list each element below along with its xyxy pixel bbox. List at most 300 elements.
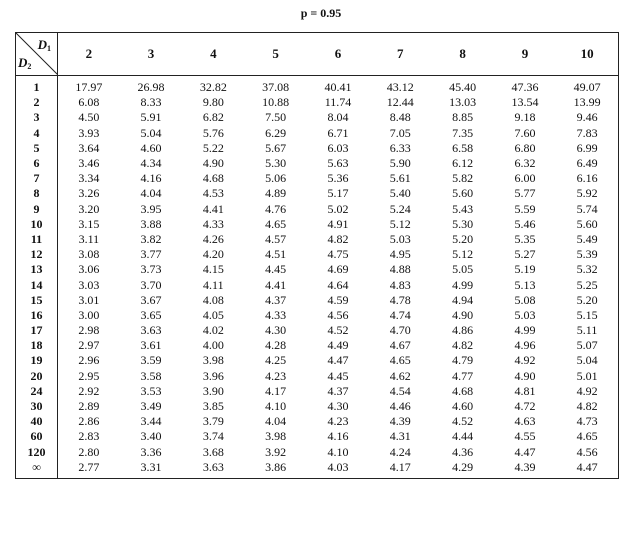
table-cell: 4.50	[78, 110, 100, 125]
table-row	[16, 369, 619, 384]
table-cell: 5.77	[514, 186, 536, 201]
table-cell: 13.03	[449, 95, 477, 110]
table-row	[16, 384, 619, 399]
table-cell: 4.60	[452, 399, 474, 414]
table-cell: 3.73	[140, 262, 162, 277]
table-cell: 8.48	[389, 110, 411, 125]
table-cell: 4.79	[452, 353, 474, 368]
table-cell: 4.41	[202, 201, 224, 216]
critical-value-table	[15, 32, 619, 479]
table-cell: 4.25	[265, 353, 287, 368]
table-row	[16, 171, 619, 186]
table-row	[16, 126, 619, 141]
table-body	[16, 76, 619, 479]
table-cell: 4.41	[265, 277, 287, 292]
table-row	[16, 217, 619, 232]
table-cell: 5.03	[514, 307, 536, 322]
column-variable-label: $D_1$	[37, 37, 51, 53]
table-cell: 8.85	[452, 110, 474, 125]
table-cell: 4.72	[514, 399, 536, 414]
row-header: 13	[16, 262, 58, 277]
table-cell: 13.54	[511, 95, 539, 110]
table-cell: 4.31	[389, 429, 411, 444]
table-cell: 4.86	[452, 323, 474, 338]
table-cell: 4.39	[494, 460, 556, 479]
table-cell: 6.99	[556, 141, 618, 156]
table-cell: 3.26	[78, 186, 100, 201]
table-cell: 3.70	[140, 277, 162, 292]
table-cell: 3.82	[140, 231, 162, 246]
table-cell: 5.22	[202, 140, 224, 155]
table-cell: 5.03	[389, 231, 411, 246]
table-cell: 3.63	[140, 323, 162, 338]
table-cell: 4.81	[514, 383, 536, 398]
table-cell: 3.63	[182, 460, 244, 479]
table-cell: 6.29	[265, 125, 287, 140]
table-cell: 2.92	[78, 383, 100, 398]
table-cell: 5.82	[452, 171, 474, 186]
table-cell: 3.15	[78, 216, 100, 231]
table-cell: 12.44	[386, 95, 414, 110]
table-cell: 8.04	[327, 110, 349, 125]
table-cell: 3.68	[202, 444, 224, 459]
table-cell: 4.56	[556, 445, 618, 460]
table-cell: 4.11	[203, 277, 224, 292]
table-cell: 5.60	[556, 217, 618, 232]
row-header: 7	[16, 171, 58, 186]
table-row	[16, 414, 619, 429]
table-cell: 2.86	[78, 414, 100, 429]
table-cell: 7.60	[514, 125, 536, 140]
table-cell: 5.15	[556, 308, 618, 323]
row-header: 16	[16, 308, 58, 323]
table-cell: 4.99	[514, 323, 536, 338]
table-row	[16, 277, 619, 292]
table-row	[16, 338, 619, 353]
table-cell: 4.30	[327, 399, 349, 414]
table-cell: 5.17	[327, 186, 349, 201]
row-variable-label: $D_2$	[18, 55, 32, 71]
table-cell: 4.04	[265, 414, 287, 429]
table-row	[16, 262, 619, 277]
table-cell: 5.63	[327, 156, 349, 171]
table-cell: 4.20	[202, 247, 224, 262]
table-cell: 6.33	[389, 140, 411, 155]
table-cell: 4.44	[452, 429, 474, 444]
table-cell: 3.11	[78, 231, 100, 246]
table-cell: 4.39	[389, 414, 411, 429]
table-cell: 5.13	[514, 277, 536, 292]
table-cell: 4.88	[389, 262, 411, 277]
table-cell: 3.98	[202, 353, 224, 368]
row-header: 4	[16, 126, 58, 141]
table-row	[16, 308, 619, 323]
table-cell: 5.12	[389, 216, 411, 231]
table-cell: 4.47	[556, 460, 618, 479]
table-cell: 32.82	[199, 80, 227, 95]
table-cell: 4.49	[327, 338, 349, 353]
table-cell: 3.46	[78, 156, 100, 171]
table-cell: 4.90	[202, 156, 224, 171]
table-cell: 4.16	[327, 429, 349, 444]
table-cell: 4.65	[556, 429, 618, 444]
table-row	[16, 186, 619, 201]
table-cell: 3.92	[265, 444, 287, 459]
table-cell: 5.27	[514, 247, 536, 262]
table-cell: 3.98	[265, 429, 287, 444]
table-cell: 5.90	[389, 156, 411, 171]
table-cell: 4.92	[556, 384, 618, 399]
table-cell: 4.52	[452, 414, 474, 429]
table-cell: 5.11	[556, 323, 618, 338]
table-cell: 4.24	[389, 444, 411, 459]
row-header: 20	[16, 369, 58, 384]
table-cell: 4.69	[327, 262, 349, 277]
table-cell: 40.41	[324, 80, 352, 95]
table-cell: 4.29	[431, 460, 493, 479]
table-cell: 9.80	[202, 95, 224, 110]
column-header: 8	[431, 33, 493, 76]
table-cell: 5.20	[452, 231, 474, 246]
column-header: 10	[556, 33, 618, 76]
table-cell: 5.36	[327, 171, 349, 186]
row-header: 40	[16, 414, 58, 429]
table-cell: 4.70	[389, 323, 411, 338]
table-cell: 45.40	[449, 80, 477, 95]
table-cell: 4.28	[265, 338, 287, 353]
row-header: 14	[16, 277, 58, 292]
table-cell: 5.32	[556, 262, 618, 277]
table-cell: 4.08	[202, 292, 224, 307]
table-cell: 4.30	[265, 323, 287, 338]
table-cell: 4.05	[202, 307, 224, 322]
table-cell: 4.59	[327, 292, 349, 307]
table-cell: 4.64	[327, 277, 349, 292]
table-cell: 3.77	[140, 247, 162, 262]
table-cell: 4.91	[327, 216, 349, 231]
table-cell: 4.90	[514, 368, 536, 383]
table-cell: 6.16	[556, 171, 618, 186]
table-cell: 3.79	[202, 414, 224, 429]
table-cell: 3.06	[78, 262, 100, 277]
row-header: 5	[16, 141, 58, 156]
table-cell: 4.83	[389, 277, 411, 292]
table-cell: 3.20	[78, 201, 100, 216]
table-cell: 4.10	[265, 399, 287, 414]
table-cell: 4.82	[556, 399, 618, 414]
table-cell: 5.67	[265, 140, 287, 155]
table-row	[16, 76, 619, 96]
table-cell: 3.58	[140, 368, 162, 383]
table-cell: 4.51	[265, 247, 287, 262]
table-cell: 4.02	[202, 323, 224, 338]
table-row	[16, 247, 619, 262]
table-cell: 47.36	[511, 80, 539, 95]
table-cell: 5.74	[556, 202, 618, 217]
table-cell: 4.36	[452, 444, 474, 459]
table-cell: 9.46	[556, 110, 618, 125]
table-cell: 4.56	[327, 307, 349, 322]
table-cell: 5.30	[452, 216, 474, 231]
row-header: 1	[16, 76, 58, 96]
table-cell: 5.08	[514, 292, 536, 307]
table-cell: 4.04	[140, 186, 162, 201]
table-cell: 4.82	[452, 338, 474, 353]
column-header: 4	[182, 33, 244, 76]
table-cell: 5.24	[389, 201, 411, 216]
table-cell: 4.99	[452, 277, 474, 292]
table-cell: 3.64	[78, 140, 100, 155]
table-cell: 4.37	[265, 292, 287, 307]
table-cell: 4.95	[389, 247, 411, 262]
table-cell: 6.71	[327, 125, 349, 140]
table-cell: 3.34	[78, 171, 100, 186]
table-cell: 2.89	[78, 399, 100, 414]
row-header: 6	[16, 156, 58, 171]
table-cell: 5.92	[556, 186, 618, 201]
table-cell: 4.82	[327, 231, 349, 246]
table-cell: 5.40	[389, 186, 411, 201]
table-cell: 6.58	[452, 140, 474, 155]
table-cell: 3.44	[140, 414, 162, 429]
table-cell: 5.35	[514, 231, 536, 246]
table-cell: 3.53	[140, 383, 162, 398]
table-cell: 5.59	[514, 201, 536, 216]
table-title: p = 0.95	[300, 6, 342, 20]
table-cell: 2.83	[78, 429, 100, 444]
table-cell: 4.78	[389, 292, 411, 307]
row-header: 12	[16, 247, 58, 262]
table-cell: 5.76	[202, 125, 224, 140]
table-cell: 3.86	[244, 460, 306, 479]
table-cell: 4.68	[452, 383, 474, 398]
table-cell: 4.26	[202, 231, 224, 246]
table-cell: 4.15	[202, 262, 224, 277]
table-cell: 49.07	[556, 76, 618, 96]
table-cell: 4.67	[389, 338, 411, 353]
table-cell: 6.03	[327, 140, 349, 155]
table-cell: 4.23	[327, 414, 349, 429]
table-cell: 4.23	[265, 368, 287, 383]
row-header: 11	[16, 232, 58, 247]
table-cell: 4.47	[327, 353, 349, 368]
table-cell: 6.00	[514, 171, 536, 186]
table-cell: 4.73	[556, 414, 618, 429]
table-row	[16, 460, 619, 479]
table-row	[16, 323, 619, 338]
table-row	[16, 293, 619, 308]
table-cell: 4.33	[202, 216, 224, 231]
table-row	[16, 156, 619, 171]
table-row	[16, 232, 619, 247]
row-header: 3	[16, 110, 58, 125]
table-cell: 4.76	[265, 201, 287, 216]
table-row	[16, 202, 619, 217]
table-cell: 4.53	[202, 186, 224, 201]
table-cell: 4.77	[452, 368, 474, 383]
table-cell: 4.68	[202, 171, 224, 186]
row-header: ∞	[16, 460, 58, 479]
table-cell: 6.12	[452, 156, 474, 171]
table-row	[16, 353, 619, 368]
table-row	[16, 429, 619, 444]
table-cell: 2.98	[78, 323, 100, 338]
table-cell: 2.97	[78, 338, 100, 353]
table-cell: 4.34	[140, 156, 162, 171]
row-header: 120	[16, 445, 58, 460]
table-row	[16, 95, 619, 110]
table-cell: 4.90	[452, 307, 474, 322]
table-cell: 5.60	[452, 186, 474, 201]
column-header: 9	[494, 33, 556, 76]
table-cell: 4.37	[327, 383, 349, 398]
row-header: 19	[16, 353, 58, 368]
table-cell: 5.30	[265, 156, 287, 171]
table-cell: 5.91	[140, 110, 162, 125]
row-header: 10	[16, 217, 58, 232]
table-cell: 4.46	[389, 399, 411, 414]
table-cell: 4.75	[327, 247, 349, 262]
table-cell: 4.65	[265, 216, 287, 231]
table-cell: 3.95	[140, 201, 162, 216]
table-cell: 5.61	[389, 171, 411, 186]
table-cell: 4.92	[514, 353, 536, 368]
header-row	[16, 33, 619, 76]
table-cell: 5.12	[452, 247, 474, 262]
table-cell: 3.88	[140, 216, 162, 231]
table-cell: 43.12	[386, 80, 414, 95]
table-cell: 7.83	[556, 126, 618, 141]
table-cell: 5.20	[556, 293, 618, 308]
table-cell: 2.80	[78, 444, 100, 459]
table-cell: 6.80	[514, 140, 536, 155]
table-cell: 3.03	[78, 277, 100, 292]
table-cell: 3.00	[78, 307, 100, 322]
table-cell: 4.55	[514, 429, 536, 444]
table-cell: 3.08	[78, 247, 100, 262]
table-cell: 37.08	[262, 80, 290, 95]
table-cell: 4.65	[389, 353, 411, 368]
table-cell: 4.52	[327, 323, 349, 338]
table-cell: 3.36	[140, 444, 162, 459]
table-cell: 5.25	[556, 277, 618, 292]
table-cell: 6.82	[202, 110, 224, 125]
table-cell: 4.17	[369, 460, 431, 479]
table-cell: 4.60	[140, 140, 162, 155]
table-cell: 5.04	[140, 125, 162, 140]
table-cell: 10.88	[262, 95, 290, 110]
table-cell: 3.90	[202, 383, 224, 398]
row-header: 30	[16, 399, 58, 414]
table-cell: 26.98	[137, 80, 165, 95]
row-header: 9	[16, 202, 58, 217]
table-cell: 4.94	[452, 292, 474, 307]
column-header: 2	[58, 33, 120, 76]
table-cell: 5.19	[514, 262, 536, 277]
table-cell: 5.02	[327, 201, 349, 216]
table-cell: 6.08	[78, 95, 100, 110]
table-cell: 5.49	[556, 232, 618, 247]
table-cell: 7.50	[265, 110, 287, 125]
table-cell: 3.96	[202, 368, 224, 383]
table-cell: 2.77	[58, 460, 120, 479]
table-cell: 4.45	[327, 368, 349, 383]
table-cell: 4.89	[265, 186, 287, 201]
table-cell: 3.01	[78, 292, 100, 307]
column-header: 3	[120, 33, 182, 76]
row-header: 8	[16, 186, 58, 201]
table-cell: 5.39	[556, 247, 618, 262]
corner-cell	[16, 33, 58, 76]
column-header: 7	[369, 33, 431, 76]
table-cell: 4.16	[140, 171, 162, 186]
table-cell: 4.45	[265, 262, 287, 277]
table-cell: 7.05	[389, 125, 411, 140]
table-cell: 5.07	[556, 338, 618, 353]
table-row	[16, 445, 619, 460]
table-row	[16, 399, 619, 414]
table-cell: 5.46	[514, 216, 536, 231]
row-header: 60	[16, 429, 58, 444]
column-header: 5	[244, 33, 306, 76]
table-cell: 13.99	[556, 95, 618, 110]
row-header: 2	[16, 95, 58, 110]
table-cell: 7.35	[452, 125, 474, 140]
table-cell: 3.93	[78, 125, 100, 140]
table-cell: 4.63	[514, 414, 536, 429]
table-cell: 5.05	[452, 262, 474, 277]
table-cell: 3.65	[140, 307, 162, 322]
table-cell: 6.49	[556, 156, 618, 171]
table-cell: 11.74	[324, 95, 352, 110]
table-cell: 17.97	[75, 80, 103, 95]
table-cell: 4.03	[307, 460, 369, 479]
table-cell: 4.74	[389, 307, 411, 322]
table-cell: 3.85	[202, 399, 224, 414]
row-header: 24	[16, 384, 58, 399]
table-cell: 3.59	[140, 353, 162, 368]
table-cell: 9.18	[514, 110, 536, 125]
row-header: 17	[16, 323, 58, 338]
row-header: 18	[16, 338, 58, 353]
table-cell: 6.32	[514, 156, 536, 171]
table-cell: 3.40	[140, 429, 162, 444]
table-cell: 3.49	[140, 399, 162, 414]
row-header: 15	[16, 293, 58, 308]
table-cell: 8.33	[140, 95, 162, 110]
table-cell: 4.62	[389, 368, 411, 383]
table-cell: 5.01	[556, 369, 618, 384]
table-cell: 4.96	[514, 338, 536, 353]
table-cell: 3.74	[202, 429, 224, 444]
table-row	[16, 141, 619, 156]
table-cell: 5.43	[452, 201, 474, 216]
table-cell: 4.00	[202, 338, 224, 353]
table-cell: 2.96	[78, 353, 100, 368]
table-cell: 4.33	[265, 307, 287, 322]
table-cell: 4.54	[389, 383, 411, 398]
table-cell: 4.10	[327, 444, 349, 459]
table-cell: 4.47	[514, 444, 536, 459]
table-cell: 4.57	[265, 231, 287, 246]
table-cell: 3.67	[140, 292, 162, 307]
table-row	[16, 110, 619, 125]
table-cell: 2.95	[78, 368, 100, 383]
table-cell: 4.17	[265, 383, 287, 398]
table-cell: 5.04	[556, 353, 618, 368]
table-cell: 5.06	[265, 171, 287, 186]
column-header: 6	[307, 33, 369, 76]
